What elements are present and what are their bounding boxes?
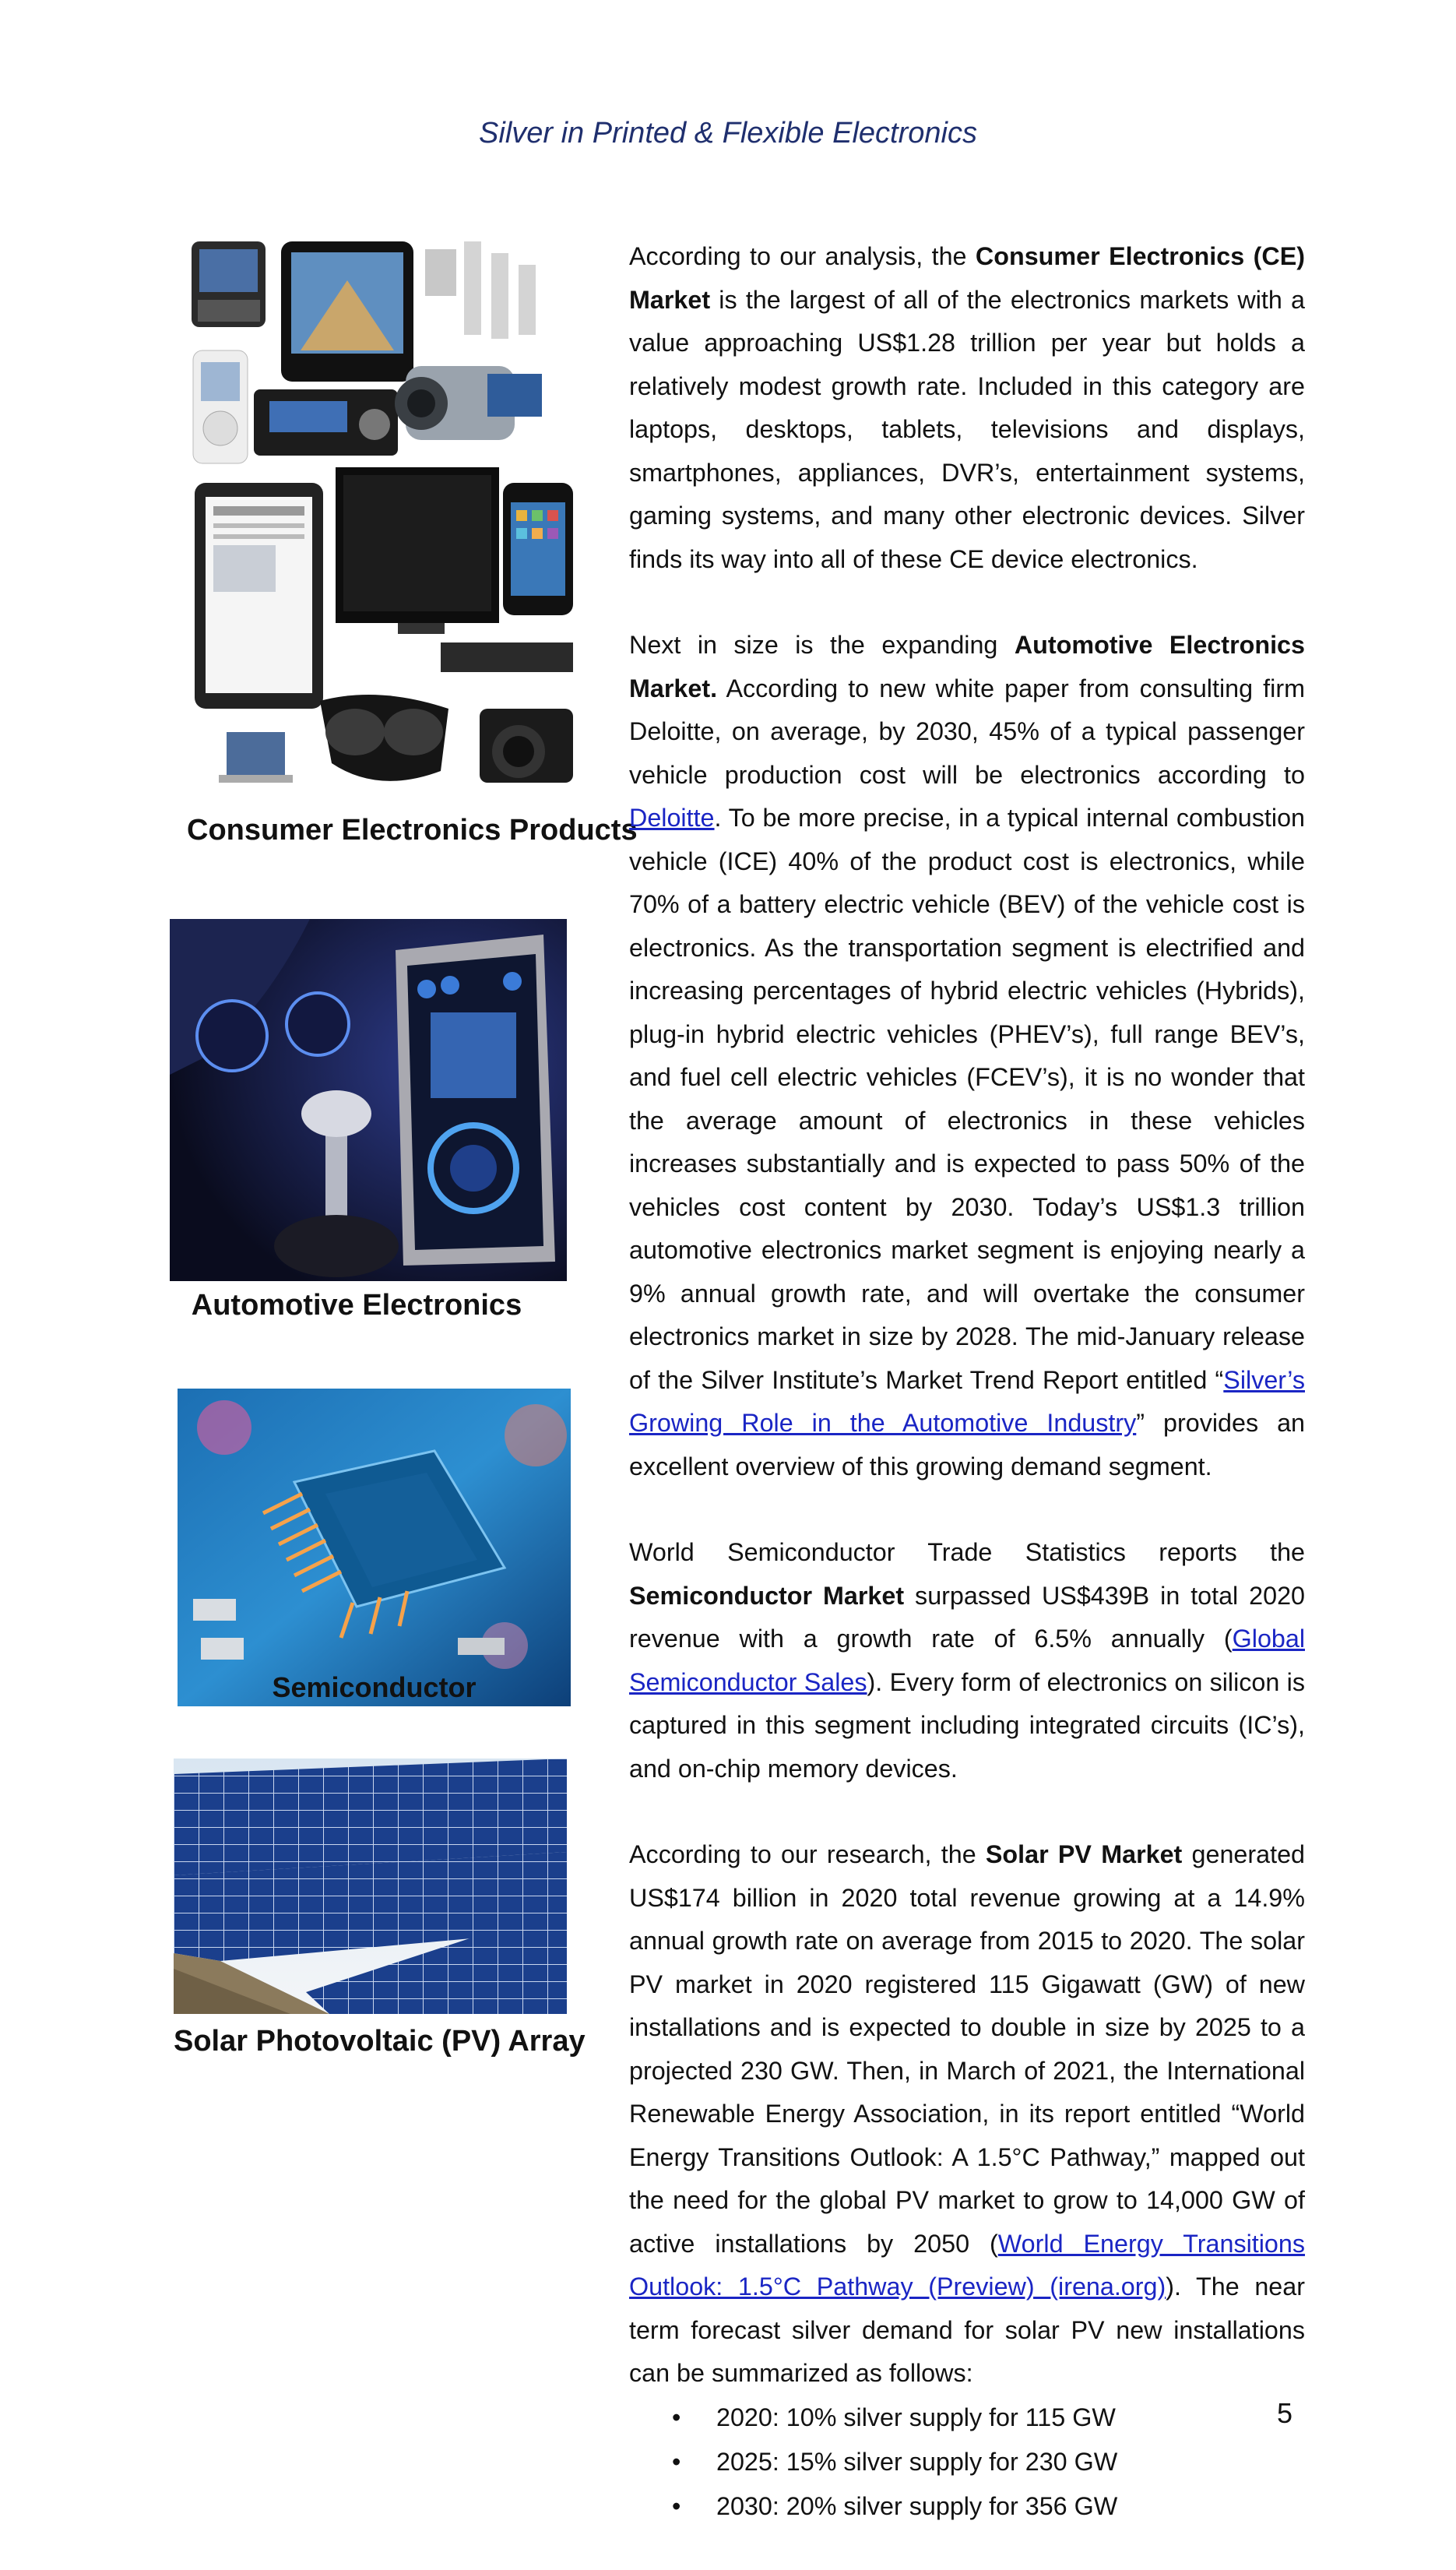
- bullet-icon: •: [672, 2403, 681, 2431]
- figure-caption-consumer-electronics: Consumer Electronics Products: [187, 814, 638, 847]
- bullet-icon: •: [672, 2447, 681, 2476]
- bullet-icon: •: [672, 2491, 681, 2520]
- text: According to our analysis, the: [629, 242, 976, 270]
- text: Next in size is the expanding: [629, 631, 1015, 659]
- figure-caption-solar-pv: Solar Photovoltaic (PV) Array: [174, 2025, 586, 2058]
- deloitte-link[interactable]: Deloitte: [629, 804, 715, 832]
- irena-report-link[interactable]: World Energy Transitions Outlook: 1.5°C Pathway (Preview) (irena.org): [629, 2229, 1306, 2301]
- global-semiconductor-sales-link[interactable]: Global Semiconductor Sales: [629, 1625, 1305, 1696]
- list-item-text: 2030: 20% silver supply for 356 GW: [716, 2491, 1118, 2520]
- text: ). Every form of electronics on silicon is captured in this segment including integrated circuits (IC’s), and on-chip memory devices.: [629, 1667, 1305, 1783]
- text: is the largest of all of the electronics markets with a value approaching US$1.28 trillion per year but holds a relatively modest growth rate. Included in this category are laptops, desktops, tablets, televisions and displays, smartphones, appliances, DVR’s, entertainment systems, gaming systems, and many other electronic devices. Silver finds its way into all of these CE device electronics.: [629, 285, 1305, 573]
- consumer-electronics-image: [184, 234, 579, 808]
- list-item: [629, 2484, 1305, 2529]
- bold-term: Semiconductor Market: [629, 1581, 905, 1610]
- text: generated US$174 billion in 2020 total revenue growing at a 14.9% annual growth rate on average from 2015 to 2020. The solar PV market in 2020 registered 115 Gigawatt (GW) of new installations and is expected to double in size by 2025 to a projected 230 GW. Then, in March of 2021, the International Renewable Energy Association, in its report entitled “World Energy Transitions Outlook: A 1.5°C Pathway,” mapped out the need for the global PV market to grow to 14,000 GW of active installations by 2050 (: [629, 1840, 1305, 2258]
- list-item-text: 2025: 15% silver supply for 230 GW: [716, 2447, 1118, 2476]
- text: According to new white paper from consulting firm Deloitte, on average, by 2030, 45% of a typical passenger vehicle production cost will be electronics according to: [629, 674, 1305, 789]
- figure-caption-automotive-electronics: Automotive Electronics: [191, 1289, 522, 1322]
- bold-term: Solar PV Market: [985, 1840, 1183, 1868]
- list-item: [629, 2396, 1305, 2440]
- paragraph-solar-pv: [629, 1833, 1305, 2396]
- semiconductor-image: [178, 1389, 571, 1706]
- text: ). The near term forecast silver demand for solar PV new installations can be summarized as follows:: [629, 2273, 1305, 2387]
- silver-demand-list: [629, 2396, 1305, 2529]
- paragraph-consumer-electronics: [629, 235, 1305, 581]
- text: World Semiconductor Trade Statistics reports the: [629, 1538, 1305, 1566]
- body-text-column: [629, 235, 1305, 2529]
- figure-caption-semiconductor: Semiconductor: [272, 1671, 477, 1703]
- text: surpassed US$439B in total 2020 revenue with a growth rate of 6.5% annually (: [629, 1581, 1306, 1653]
- text: According to our research, the: [629, 1840, 986, 1868]
- solar-pv-image: [174, 1759, 567, 2014]
- text: . To be more precise, in a typical internal combustion vehicle (ICE) 40% of the product cost is electronics, while 70% of a battery electric vehicle (BEV) of the vehicle cost is electronics. As the transportation segment is electrified and increasing percentages of hybrid electric vehicles (Hybrids), plug-in hybrid electric vehicles (PHEV’s), full range BEV’s, and fuel cell electric vehicles (FCEV’s), it is no wonder that the average amount of electronics in these vehicles increases substantially and is expected to pass 50% of the vehicles cost content by 2030. Today’s US$1.3 trillion automotive electronics market segment is enjoying nearly a 9% annual growth rate, and will overtake the consumer electronics market in size by 2028. The mid-January release of the Silver Institute’s Market Trend Report entitled “: [629, 804, 1305, 1394]
- paragraph-semiconductor: [629, 1531, 1305, 1790]
- running-header: Silver in Printed & Flexible Electronics: [479, 117, 977, 150]
- bold-term: Consumer Electronics (CE) Market: [629, 242, 1305, 314]
- bold-term: Automotive Electronics Market.: [629, 631, 1305, 702]
- text: ” provides an excellent overview of this growing demand segment.: [629, 1409, 1305, 1480]
- list-item: [629, 2440, 1305, 2484]
- paragraph-automotive-electronics: [629, 624, 1305, 1488]
- automotive-electronics-image: [170, 919, 567, 1281]
- page-number: 5: [1277, 2397, 1293, 2429]
- silver-automotive-report-link[interactable]: Silver’s Growing Role in the Automotive Industry: [629, 1365, 1305, 1437]
- list-item-text: 2020: 10% silver supply for 115 GW: [716, 2403, 1116, 2431]
